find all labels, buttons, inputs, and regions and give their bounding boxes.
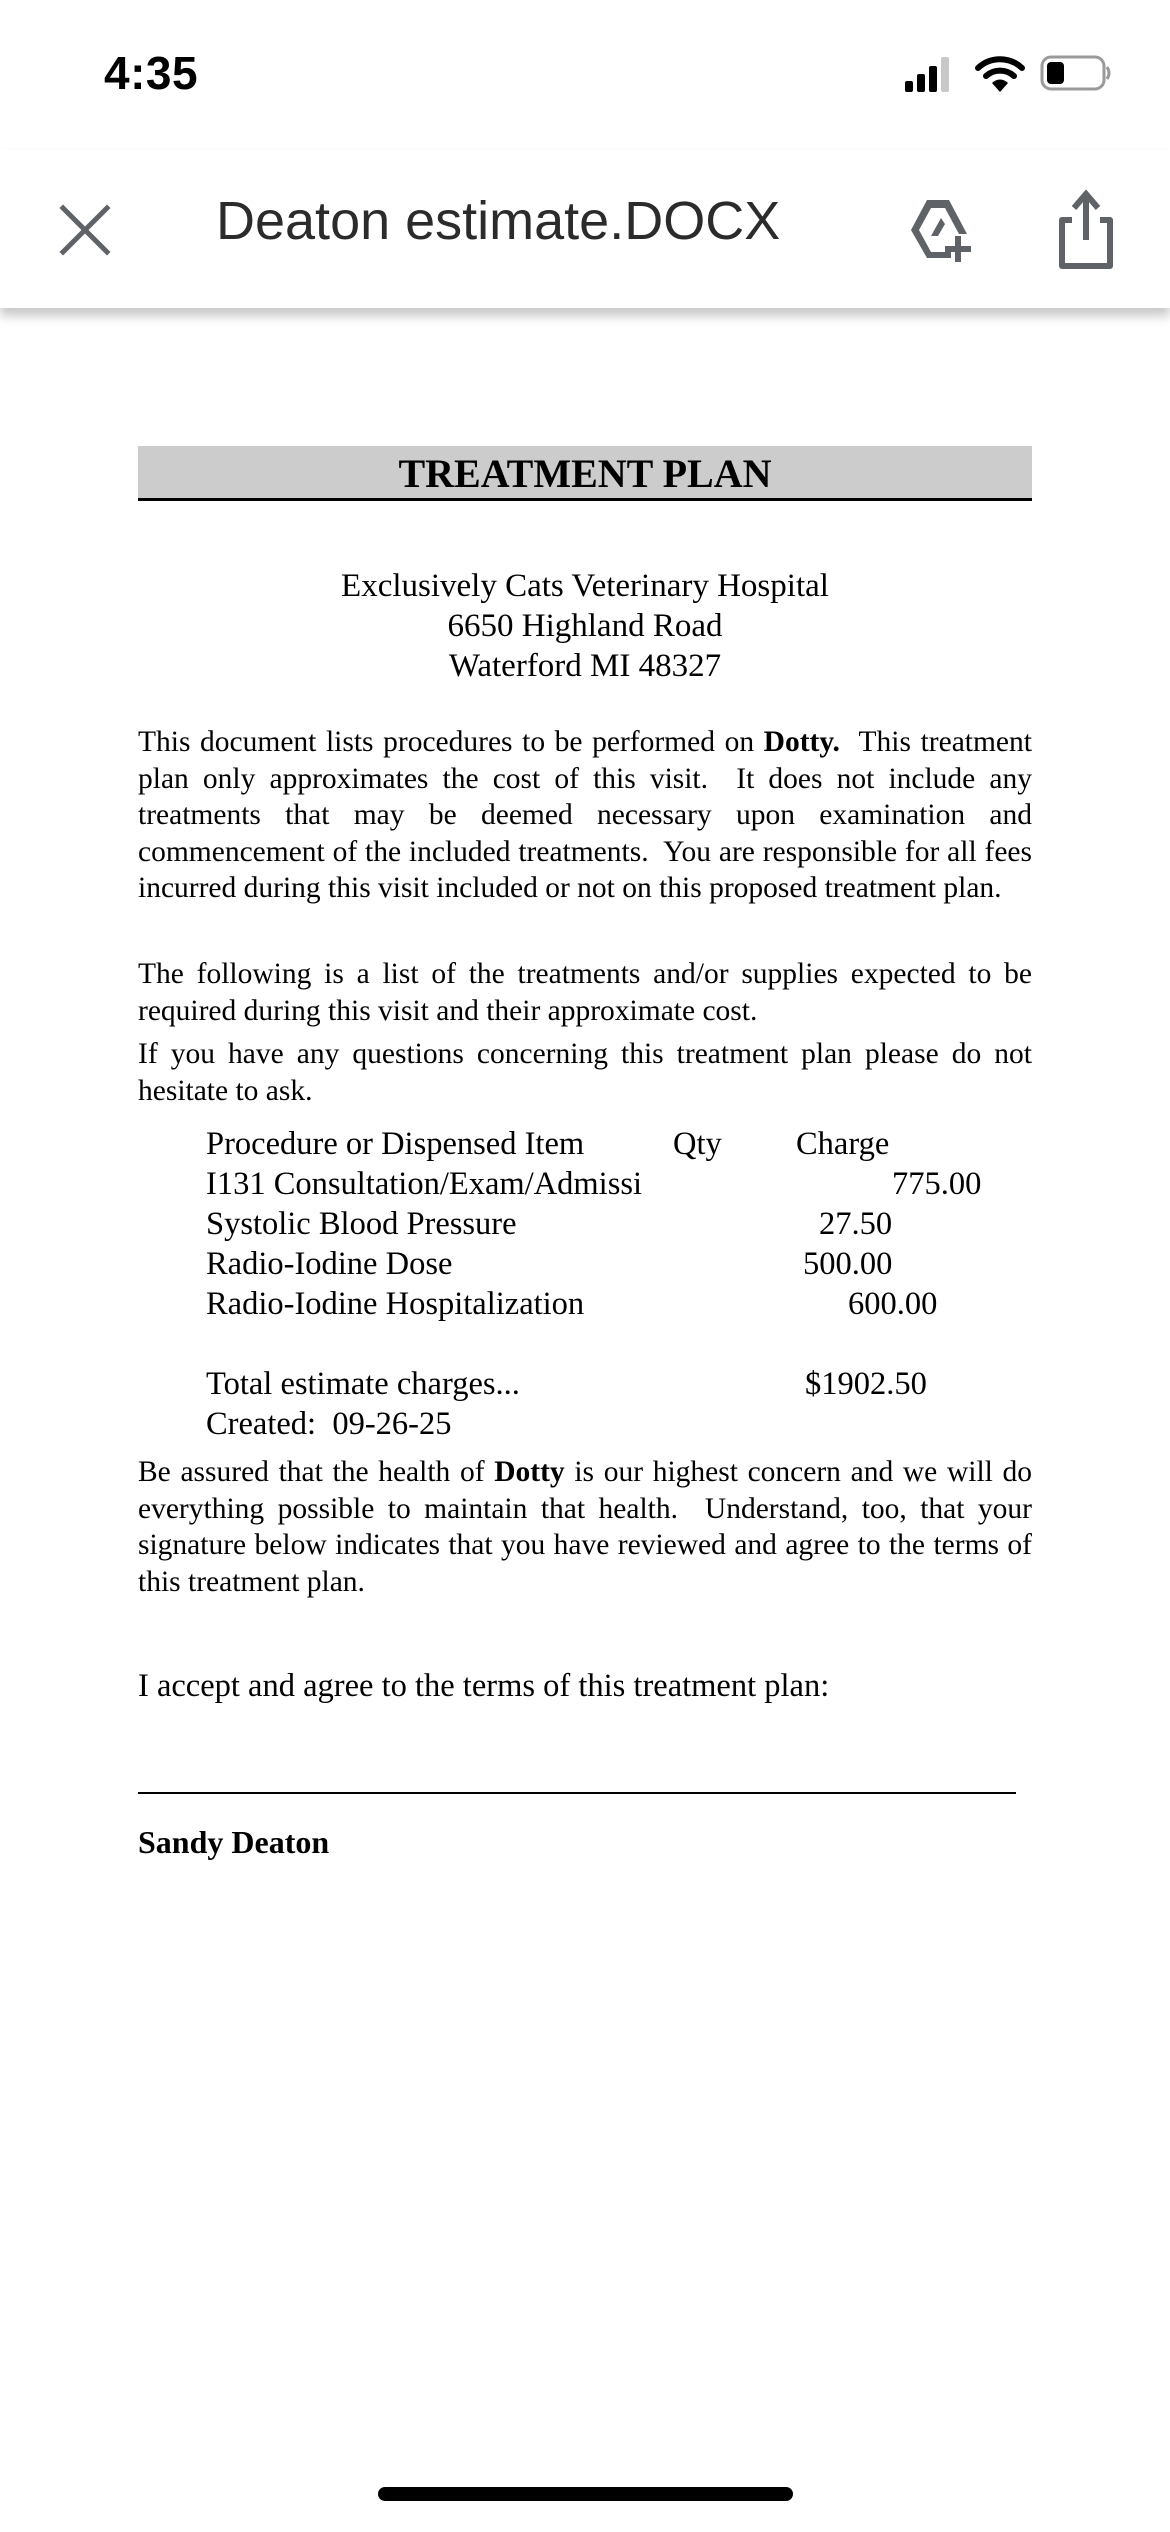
- wifi-icon: [975, 54, 1025, 94]
- table-row: [206, 1204, 1006, 1244]
- hospital-name: Exclusively Cats Veterinary Hospital: [341, 568, 829, 604]
- row-charge: 27.50: [819, 1206, 893, 1242]
- close-icon[interactable]: [55, 200, 115, 260]
- document-title: Deaton estimate.DOCX: [216, 191, 781, 251]
- table-row: [206, 1244, 1006, 1284]
- hospital-city: Waterford MI 48327: [448, 648, 722, 684]
- battery-icon: [1040, 55, 1112, 91]
- row-item: Systolic Blood Pressure: [206, 1206, 517, 1242]
- add-to-drive-icon[interactable]: [905, 192, 977, 264]
- created-row: [206, 1404, 1006, 1444]
- share-icon[interactable]: [1050, 188, 1122, 270]
- home-indicator[interactable]: [378, 2487, 793, 2501]
- assurance-paragraph: [138, 1454, 1040, 1600]
- charges-table: [206, 1124, 1006, 1444]
- row-item: I131 Consultation/Exam/Admissi: [206, 1166, 643, 1202]
- row-charge: 775.00: [892, 1166, 982, 1202]
- row-charge: 500.00: [803, 1246, 893, 1282]
- list-intro-paragraph: The following is a list of the treatments and/or supplies expected to be required during this visit and their approximate cost.: [138, 958, 1032, 1027]
- row-item: Radio-Iodine Hospitalization: [206, 1286, 585, 1322]
- accept-statement: I accept and agree to the terms of this treatment plan:: [138, 1668, 830, 1704]
- cellular-signal-icon: [905, 56, 957, 92]
- header-item: Procedure or Dispensed Item: [206, 1126, 585, 1162]
- header-charge: Charge: [796, 1126, 890, 1162]
- pet-name: Dotty: [494, 1456, 565, 1488]
- intro-text-1: This document lists procedures to be performed on: [138, 726, 764, 758]
- status-bar: [0, 0, 1170, 150]
- viewer-toolbar: [0, 150, 1170, 308]
- row-charge: 600.00: [848, 1286, 938, 1322]
- table-row: [206, 1164, 1006, 1204]
- total-value: $1902.50: [805, 1366, 927, 1402]
- status-time: 4:35: [104, 47, 199, 99]
- assurance-text-1: Be assured that the health of: [138, 1456, 495, 1488]
- total-row: [206, 1364, 1006, 1404]
- treatment-plan-heading: [138, 446, 1032, 501]
- header-qty: Qty: [673, 1126, 722, 1162]
- signature-line: [138, 1792, 1016, 1794]
- heading-text: TREATMENT PLAN: [398, 451, 772, 496]
- assurance-text-2: is our highest concern and we will do everything possible to maintain that health. Understand, too, that your signature below indicates that you have reviewed and agree to the terms of this treatment plan.: [138, 1456, 1040, 1598]
- table-row: [206, 1284, 1006, 1324]
- questions-paragraph: If you have any questions concerning this treatment plan please do not hesitate to ask.: [138, 1038, 1032, 1107]
- intro-paragraph: [138, 724, 1040, 907]
- pet-name: Dotty.: [763, 726, 840, 758]
- document-page: [0, 308, 1170, 2532]
- total-label: Total estimate charges...: [206, 1366, 520, 1402]
- hospital-address: [0, 566, 1170, 686]
- created-date: Created: 09-26-25: [206, 1406, 452, 1442]
- spacer-row: [206, 1324, 1006, 1364]
- intro-text-2: This treatment plan only approximates the cost of this visit. It does not include any treatments that may be deemed necessary upon examination and commencement of the included treatments. You are responsible for all fees incurred during this visit included or not on this proposed treatment plan.: [138, 726, 1040, 904]
- hospital-street: 6650 Highland Road: [447, 608, 723, 644]
- row-item: Radio-Iodine Dose: [206, 1246, 453, 1282]
- table-header: [206, 1124, 1006, 1164]
- signer-name: Sandy Deaton: [138, 1824, 330, 1860]
